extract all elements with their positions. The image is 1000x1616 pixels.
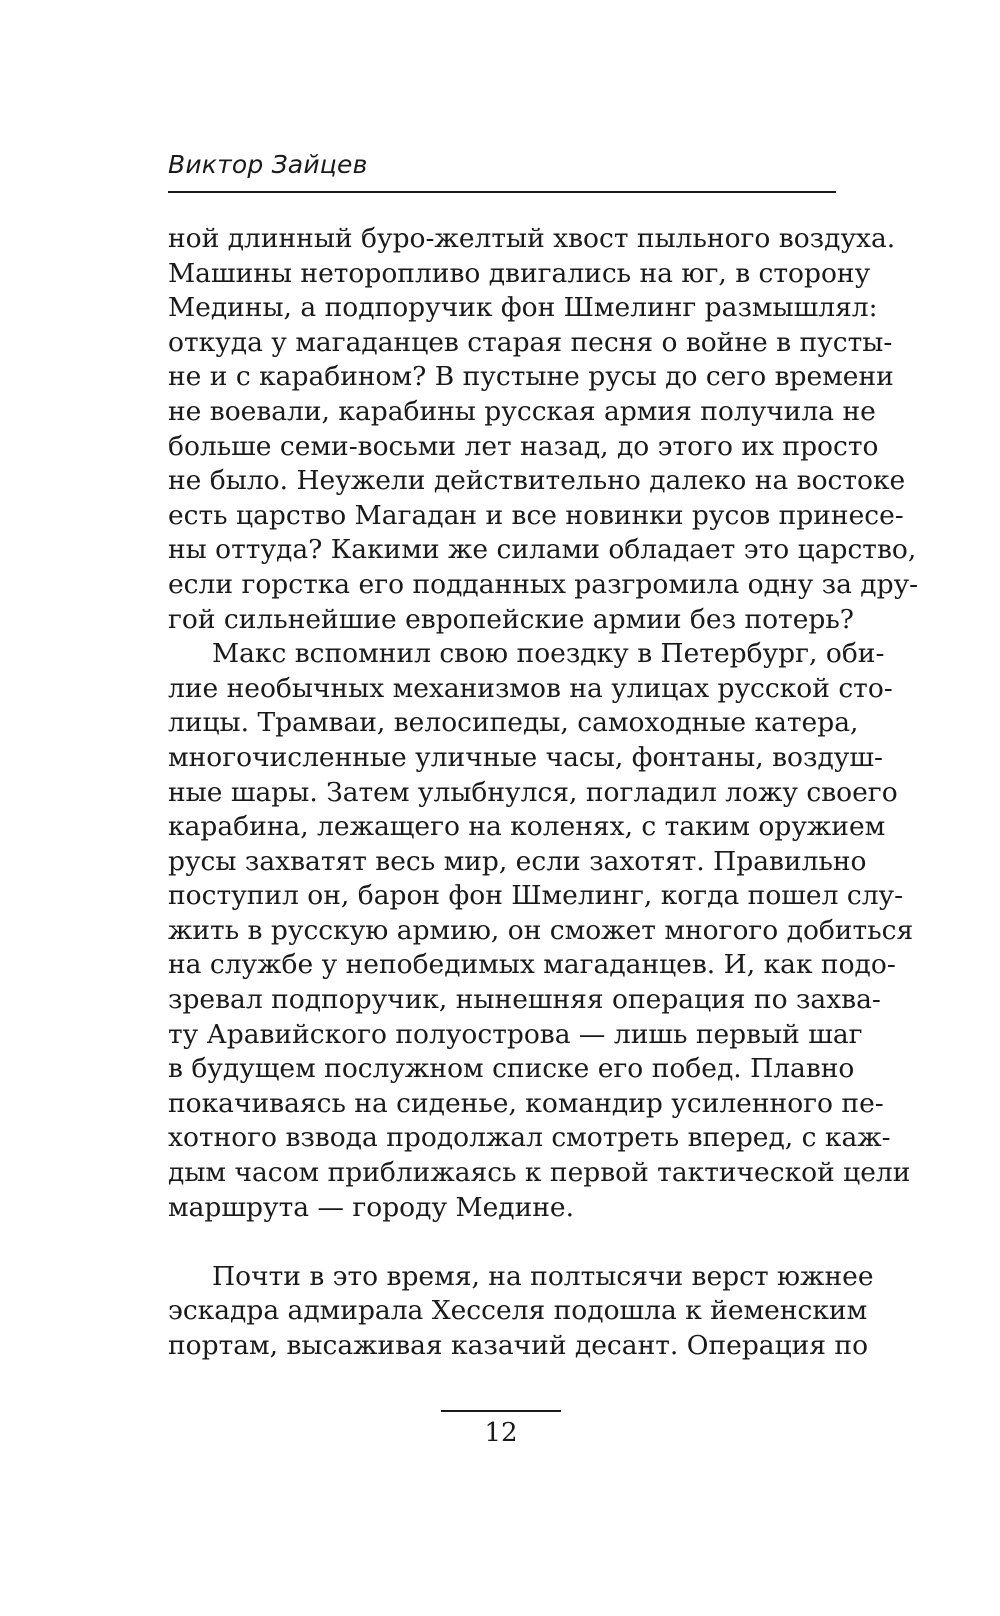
text-line: дым часом приближаясь к первой тактической цели bbox=[168, 1157, 911, 1189]
text-line: эскадра адмирала Хесселя подошла к йеменским bbox=[168, 1295, 868, 1327]
footer-rule bbox=[441, 1410, 561, 1412]
text-line: карабина, лежащего на коленях, с таким оружием bbox=[168, 811, 886, 843]
text-line: лицы. Трамваи, велосипеды, самоходные катера, bbox=[168, 707, 859, 739]
text-line: лие необычных механизмов на улицах русской сто- bbox=[168, 672, 893, 704]
text-line: портам, высаживая казачий десант. Операция по bbox=[168, 1330, 869, 1361]
text-line: ные шары. Затем улыбнулся, погладил ложу своего bbox=[168, 776, 898, 808]
text-line: если горстка его подданных разгромила одну за дру- bbox=[168, 568, 919, 600]
text-line: не воевали, карабины русская армия получила не bbox=[168, 395, 876, 427]
page-number: 12 bbox=[484, 1418, 518, 1448]
running-head: Виктор Зайцев bbox=[168, 150, 368, 179]
text-line: поступил он, барон фон Шмелинг, когда пошел слу- bbox=[168, 880, 904, 912]
text-line: Медины, а подпоручик фон Шмелинг размышлял: bbox=[168, 292, 878, 324]
text-line: в будущем послужном списке его побед. Плавно bbox=[168, 1053, 855, 1085]
text-line: не и с карабином? В пустыне русы до сего времени bbox=[168, 361, 894, 393]
text-line: не было. Неужели действительно далеко на востоке bbox=[168, 465, 906, 497]
text-line: русы захватят весь мир, если захотят. Правильно bbox=[168, 845, 867, 877]
text-line: ту Аравийского полуострова — лишь первый шаг bbox=[168, 1018, 863, 1050]
text-line: Макс вспомнил свою поездку в Петербург, оби- bbox=[212, 638, 885, 670]
text-line: ной длинный буро-желтый хвост пыльного воздуха. bbox=[168, 223, 896, 254]
body-text bbox=[168, 222, 919, 1364]
text-line: откуда у магаданцев старая песня о войне в пусты- bbox=[168, 326, 893, 358]
text-line: Машины неторопливо двигались на юг, в сторону bbox=[168, 257, 871, 289]
paragraph bbox=[168, 222, 919, 637]
header-rule bbox=[168, 191, 836, 193]
text-line: хотного взвода продолжал смотреть вперед, с каж- bbox=[168, 1122, 891, 1154]
text-line: гой сильнейшие европейские армии без потерь? bbox=[168, 603, 854, 635]
paragraph bbox=[168, 637, 914, 1225]
text-line: на службе у непобедимых магаданцев. И, как подо- bbox=[168, 949, 896, 981]
text-line: есть царство Магадан и все новинки русов принесе- bbox=[168, 499, 904, 531]
text-line: маршрута — городу Медине. bbox=[168, 1191, 575, 1223]
text-line: Почти в это время, на полтысячи верст южнее bbox=[212, 1260, 874, 1292]
section-break bbox=[168, 1225, 836, 1260]
paragraph bbox=[168, 1260, 874, 1364]
text-line: зревал подпоручик, нынешняя операция по захва- bbox=[168, 984, 881, 1016]
text-line: больше семи-восьми лет назад, до этого их просто bbox=[168, 430, 879, 462]
text-line: жить в русскую армию, он сможет многого добиться bbox=[168, 914, 914, 946]
text-line: ны оттуда? Какими же силами обладает это царство, bbox=[168, 534, 917, 566]
text-line: покачиваясь на сиденье, командир усиленного пе- bbox=[168, 1087, 884, 1119]
text-line: многочисленные уличные часы, фонтаны, воздуш- bbox=[168, 741, 883, 773]
